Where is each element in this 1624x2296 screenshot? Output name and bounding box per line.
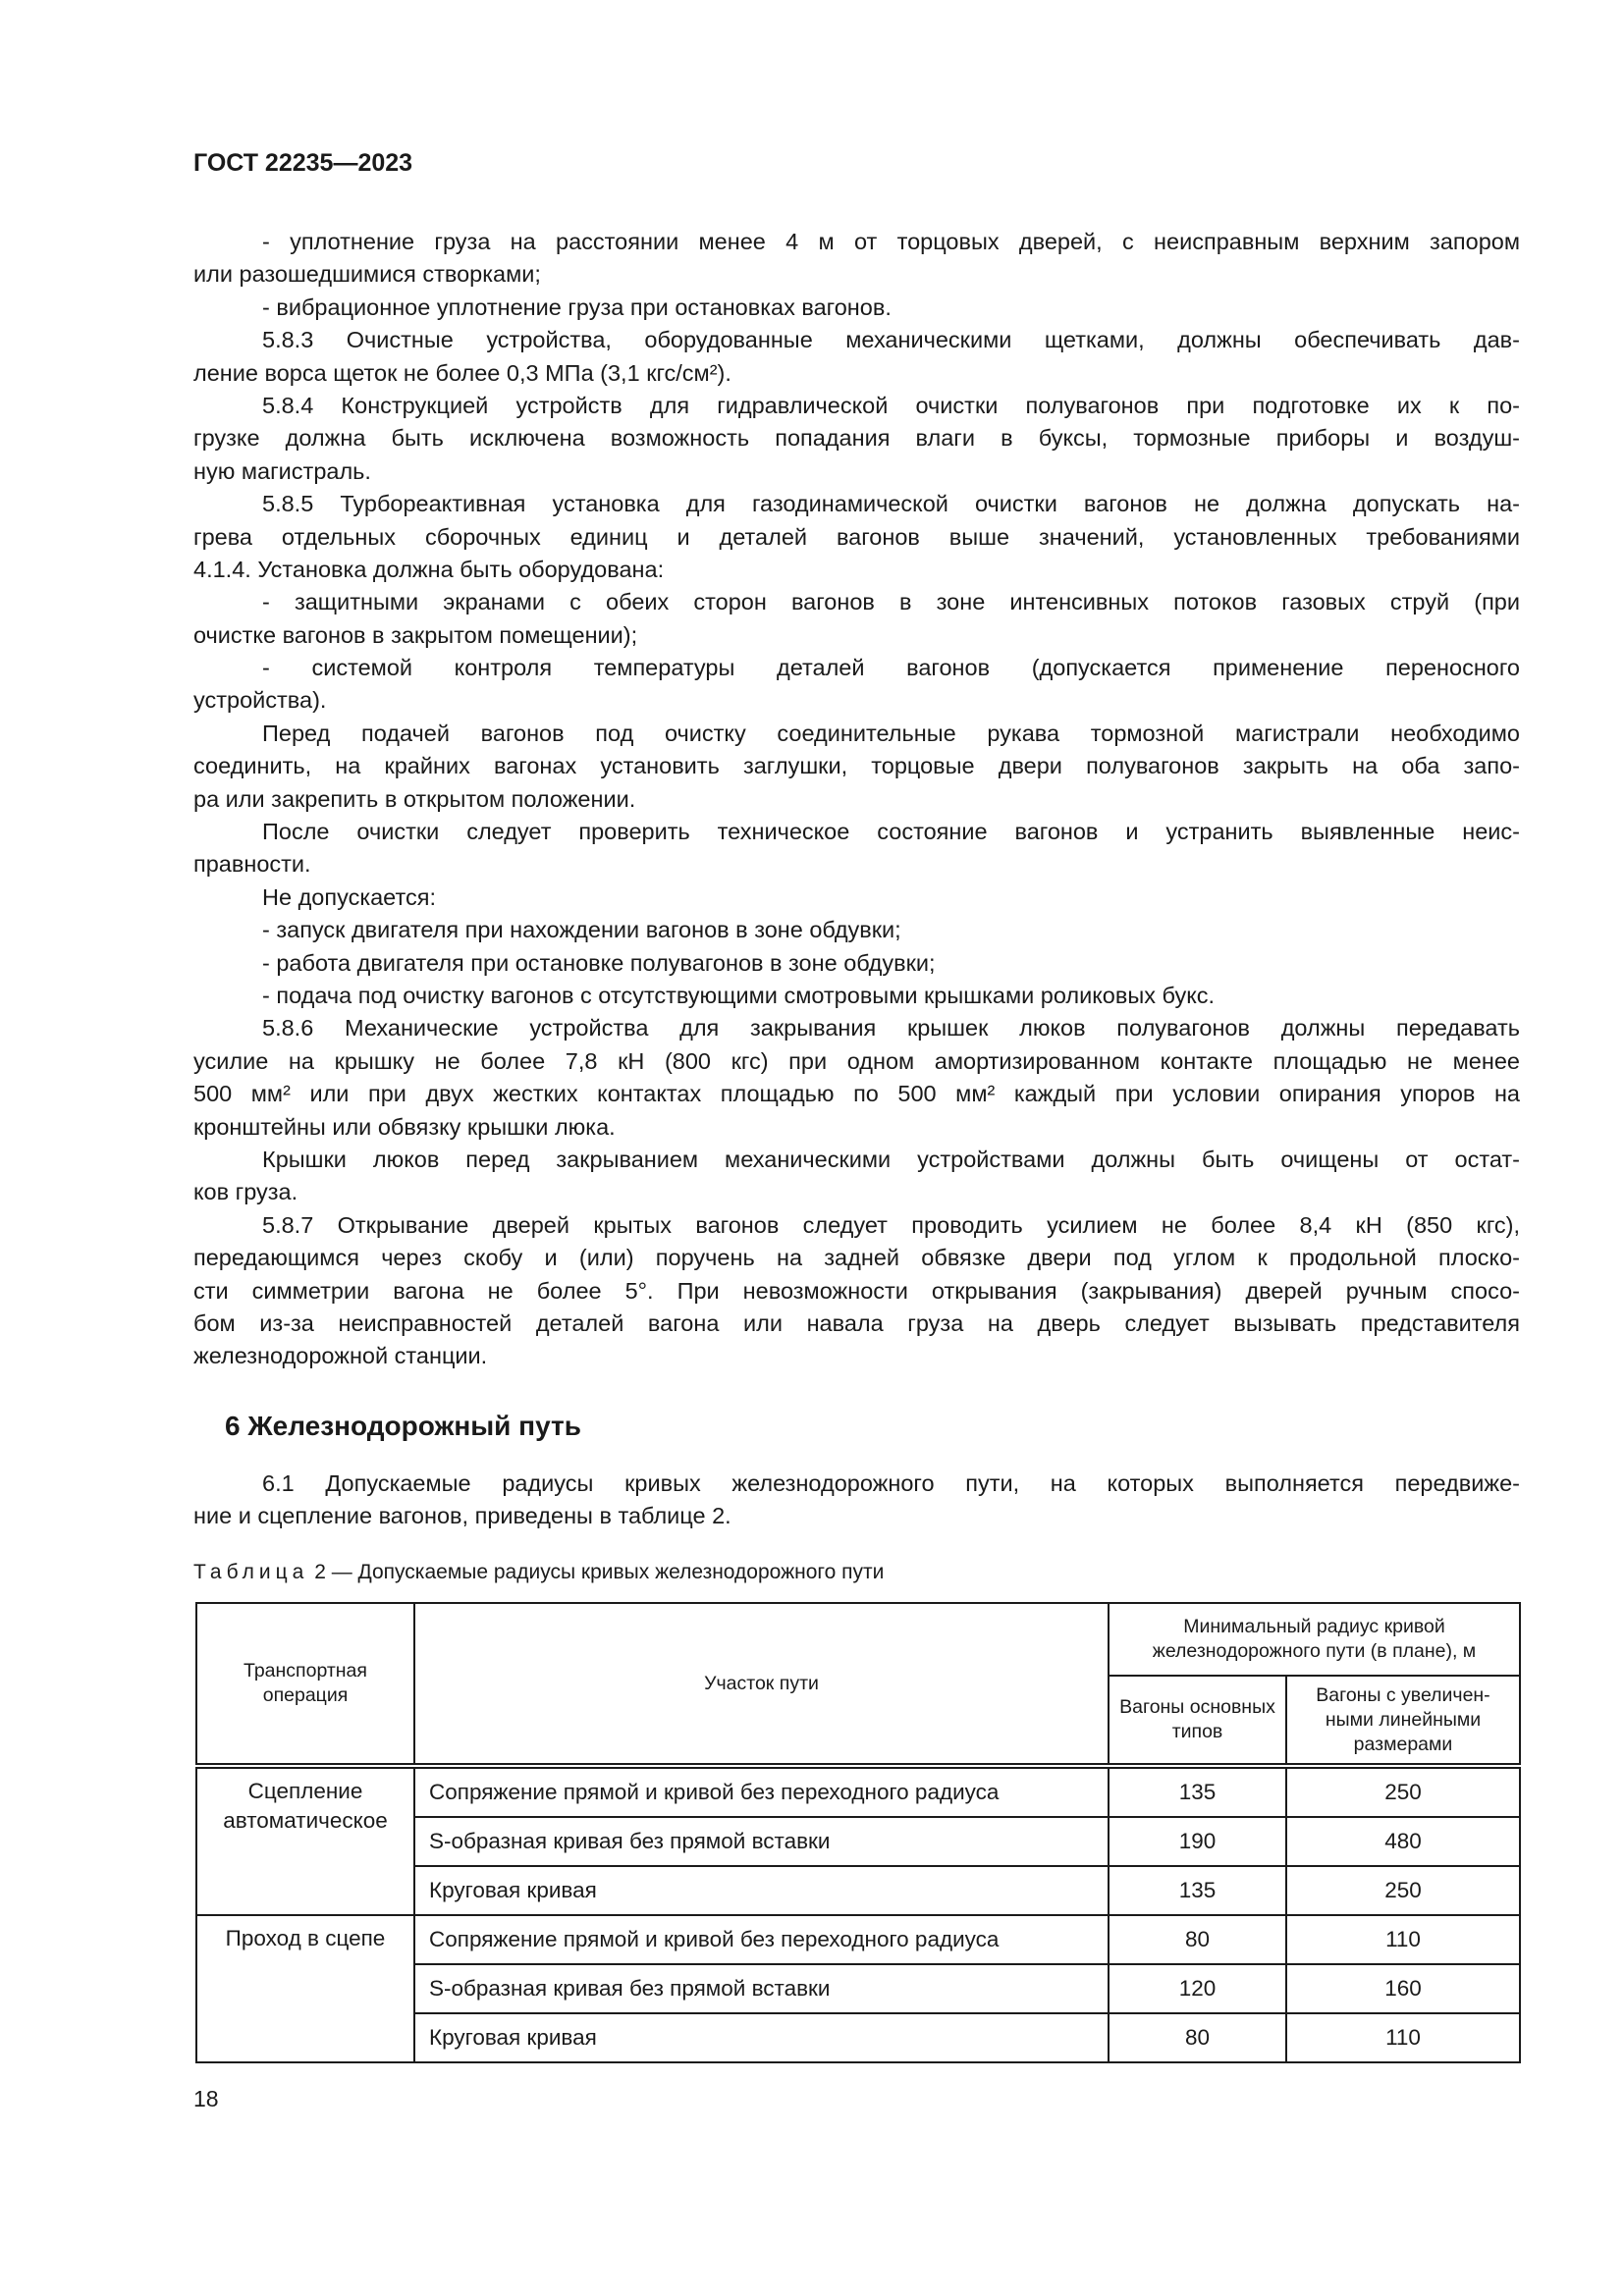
text-line: усилие на крышку не более 7,8 кН (800 кгс) при одном амортизированном контакте площадью не менее <box>193 1047 1520 1074</box>
caption-label: Таблица <box>193 1561 309 1583</box>
text-line: 5.8.3 Очистные устройства, оборудованные механическими щетками, должны обеспечивать дав- <box>262 327 1520 353</box>
enlarged-radius-cell: 480 <box>1286 1817 1520 1866</box>
text-line: - системой контроля температуры деталей вагонов (допускается применение переносного <box>262 655 1520 681</box>
text-line: сти симметрии вагона не более 5°. При невозможности открывания (закрывания) дверей ручным спосо- <box>193 1277 1520 1304</box>
text-line: Крышки люков перед закрыванием механическими устройствами должны быть очищены от остат- <box>262 1146 1520 1172</box>
caption-text: 2 — Допускаемые радиусы кривых железнодорожного пути <box>314 1561 885 1583</box>
text-line: 5.8.5 Турбореактивная установка для газодинамической очистки вагонов не должна допускать на- <box>262 491 1520 517</box>
text-line: 5.8.6 Механические устройства для закрывания крышек люков полувагонов должны передавать <box>262 1015 1520 1041</box>
text-line: очистке вагонов в закрытом помещении); <box>193 621 638 648</box>
section-cell: S-образная кривая без прямой вставки <box>414 1817 1109 1866</box>
enlarged-radius-cell: 110 <box>1286 2013 1520 2062</box>
text-line: 500 мм² или при двух жестких контактах площадью по 500 мм² каждый при условии опирания упоров на <box>193 1081 1520 1107</box>
enlarged-radius-cell: 250 <box>1286 1766 1520 1817</box>
basic-radius-cell: 80 <box>1109 1915 1286 1964</box>
text-line: Перед подачей вагонов под очистку соединительные рукава тормозной магистрали необходимо <box>262 720 1520 746</box>
text-line: ра или закрепить в открытом положении. <box>193 785 636 812</box>
basic-radius-cell: 120 <box>1109 1964 1286 2013</box>
text-line: 4.1.4. Установка должна быть оборудована: <box>193 556 665 582</box>
text-line: правности. <box>193 851 311 878</box>
text-line: - подача под очистку вагонов с отсутствующими смотровыми крышками роликовых букс. <box>262 982 1216 1008</box>
section-cell: Круговая кривая <box>414 2013 1109 2062</box>
basic-radius-cell: 135 <box>1109 1766 1286 1817</box>
table-caption <box>193 1561 884 1584</box>
header-radius: Минимальный радиус кривой железнодорожного пути (в плане), м <box>1109 1603 1520 1676</box>
text-line: устройства). <box>193 687 327 714</box>
text-line: Не допускается: <box>262 883 436 910</box>
section-cell: Сопряжение прямой и кривой без переходного радиуса <box>414 1915 1109 1964</box>
section-cell: Круговая кривая <box>414 1866 1109 1915</box>
section-cell: S-образная кривая без прямой вставки <box>414 1964 1109 2013</box>
text-line: грузке должна быть исключена возможность попадания влаги в буксы, тормозные приборы и воздуш- <box>193 425 1520 452</box>
page-number: 18 <box>193 2086 219 2111</box>
operation-cell: Проход в сцепе <box>196 1915 414 2062</box>
enlarged-radius-cell: 160 <box>1286 1964 1520 2013</box>
text-line: ную магистраль. <box>193 457 371 484</box>
text-line: - уплотнение груза на расстоянии менее 4 м от торцовых дверей, с неисправным верхним запором <box>262 229 1520 254</box>
header-operation: Транспортная операция <box>196 1603 414 1766</box>
paragraph-6-1 <box>193 1468 1520 1533</box>
text-line: или разошедшимися створками; <box>193 261 541 288</box>
basic-radius-cell: 80 <box>1109 2013 1286 2062</box>
text-line: 5.8.4 Конструкцией устройств для гидравлической очистки полувагонов при подготовке их к по- <box>262 392 1520 418</box>
text-line: - защитными экранами с обеих сторон вагонов в зоне интенсивных потоков газовых струй (при <box>262 589 1520 615</box>
text-line: - вибрационное уплотнение груза при остановках вагонов. <box>262 294 892 320</box>
text-line: ние и сцепление вагонов, приведены в таблице 2. <box>193 1503 731 1529</box>
enlarged-radius-cell: 110 <box>1286 1915 1520 1964</box>
text-line: - работа двигателя при остановке полувагонов в зоне обдувки; <box>262 949 936 976</box>
text-line: железнодорожной станции. <box>193 1343 488 1369</box>
header-section: Участок пути <box>414 1603 1109 1766</box>
text-line: соединить, на крайних вагонах установить заглушки, торцовые двери полувагонов закрыть на оба запо- <box>193 753 1520 779</box>
header-basic-wagons: Вагоны основных типов <box>1109 1676 1286 1766</box>
text-line: 5.8.7 Открывание дверей крытых вагонов следует проводить усилием не более 8,4 кН (850 кгс), <box>262 1211 1520 1238</box>
operation-cell: Сцепление автоматическое <box>196 1766 414 1915</box>
text-line: грева отдельных сборочных единиц и деталей вагонов выше значений, установленных требованиями <box>193 523 1520 550</box>
text-line: После очистки следует проверить техническое состояние вагонов и устранить выявленные неис- <box>262 819 1520 845</box>
text-line: бом из-за неисправностей деталей вагона или навала груза на дверь следует вызывать представителя <box>193 1309 1520 1336</box>
section-heading: 6 Железнодорожный путь <box>225 1411 581 1441</box>
text-line: 6.1 Допускаемые радиусы кривых железнодорожного пути, на которых выполняется передвиже- <box>262 1470 1520 1496</box>
text-line: ление ворса щеток не более 0,3 МПа (3,1 кгс/см²). <box>193 359 731 386</box>
body-text <box>193 226 1520 1373</box>
document-header: ГОСТ 22235—2023 <box>193 149 413 177</box>
enlarged-radius-cell: 250 <box>1286 1866 1520 1915</box>
text-line: - запуск двигателя при нахождении вагонов в зоне обдувки; <box>262 917 901 943</box>
table-row <box>196 1766 1520 1817</box>
basic-radius-cell: 190 <box>1109 1817 1286 1866</box>
section-cell: Сопряжение прямой и кривой без переходного радиуса <box>414 1766 1109 1817</box>
text-line: передающимся через скобу и (или) поручень на задней обвязке двери под углом к продольной плоско- <box>193 1245 1520 1271</box>
table-row <box>196 1915 1520 1964</box>
text-line: ков груза. <box>193 1179 298 1205</box>
radius-table <box>195 1602 1521 2063</box>
header-enlarged-wagons: Вагоны с увеличен-ными линейными размерами <box>1286 1676 1520 1766</box>
basic-radius-cell: 135 <box>1109 1866 1286 1915</box>
text-line: кронштейны или обвязку крышки люка. <box>193 1113 616 1140</box>
